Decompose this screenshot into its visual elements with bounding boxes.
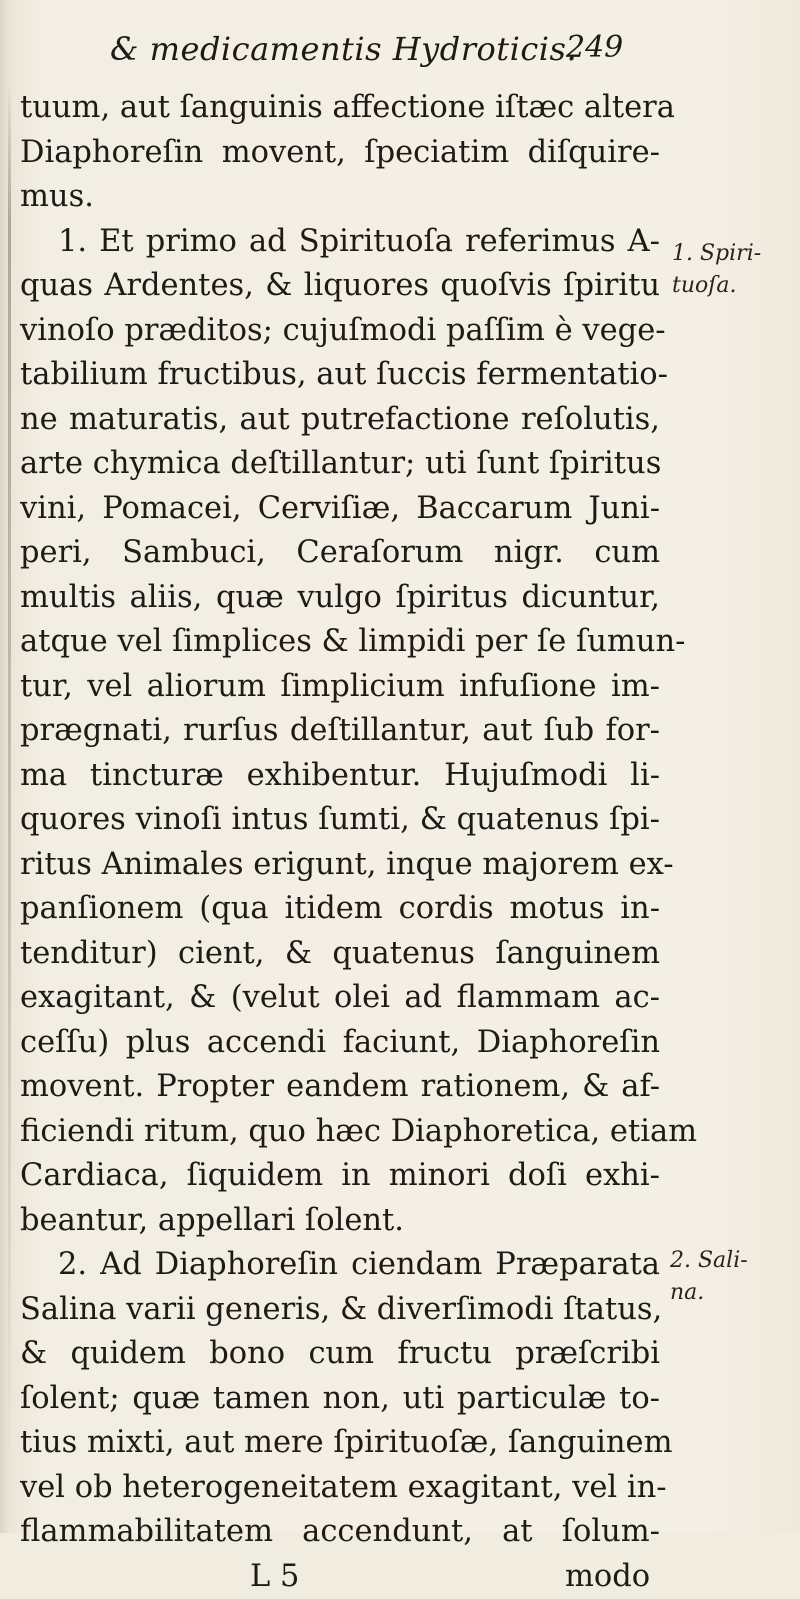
text-line: Cardiaca, ſiquidem in minori doſi exhi-: [20, 1154, 660, 1199]
text-line: ceſſu) plus accendi faciunt, Diaphoreſin: [20, 1021, 660, 1066]
text-line: & quidem bono cum fructu præſcribi: [20, 1332, 660, 1377]
body-text: [20, 86, 660, 1599]
catchword-line: [20, 1555, 660, 1599]
catchword: modo: [565, 1555, 650, 1599]
running-title: & medicamentis Hydroticis.: [110, 30, 577, 68]
text-line: quas Ardentes, & liquores quoſvis ſpiritu: [20, 264, 660, 309]
text-line: vinoſo præditos; cujuſmodi paſſim è vege-: [20, 309, 660, 354]
marginal-note-2-line-2: na.: [670, 1277, 748, 1309]
text-line: prægnati, rurſus deſtillantur, aut ſub for-: [20, 709, 660, 754]
text-line: ſolent; quæ tamen non, uti particulæ to-: [20, 1377, 660, 1422]
marginal-note-2: [670, 1245, 748, 1309]
text-line: peri, Sambuci, Ceraſorum nigr. cum: [20, 531, 660, 576]
text-line: Salina varii generis, & diverſimodi ſtatus,: [20, 1288, 660, 1333]
text-line: tur, vel aliorum ſimplicium infuſione im-: [20, 665, 660, 710]
marginal-note-2-line-1: 2. Sali-: [670, 1245, 748, 1277]
text-line: mus.: [20, 175, 660, 220]
text-line: tius mixti, aut mere ſpirituoſæ, ſanguinem: [20, 1421, 660, 1466]
text-line: vini, Pomacei, Cerviſiæ, Baccarum Juni-: [20, 487, 660, 532]
text-line: movent. Propter eandem rationem, & af-: [20, 1065, 660, 1110]
text-line: multis aliis, quæ vulgo ſpiritus dicuntur,: [20, 576, 660, 621]
text-line: arte chymica deſtillantur; uti ſunt ſpiritus: [20, 442, 660, 487]
marginal-note-1-line-1: 1. Spiri-: [672, 238, 761, 270]
text-line: atque vel ſimplices & limpidi per ſe ſumun-: [20, 620, 660, 665]
text-line: ritus Animales erigunt, inque majorem ex-: [20, 843, 660, 888]
text-line: vel ob heterogeneitatem exagitant, vel in-: [20, 1466, 660, 1511]
text-line: ma tincturæ exhibentur. Hujuſmodi li-: [20, 754, 660, 799]
text-line: panſionem (qua itidem cordis motus in-: [20, 887, 660, 932]
marginal-note-1-line-2: tuoſa.: [672, 270, 761, 302]
text-line: ne maturatis, aut putrefactione reſolutis,: [20, 398, 660, 443]
text-line: Diaphoreſin movent, ſpeciatim diſquire-: [20, 131, 660, 176]
text-line: beantur, appellari ſolent.: [20, 1199, 660, 1244]
text-line: 2. Ad Diaphoreſin ciendam Præparata: [20, 1243, 660, 1288]
text-line: quores vinoſi intus ſumti, & quatenus ſpi-: [20, 798, 660, 843]
text-line: 1. Et primo ad Spirituoſa referimus A-: [20, 220, 660, 265]
text-line: ficiendi ritum, quo hæc Diaphoretica, etiam: [20, 1110, 660, 1155]
binding-shadow: [8, 80, 11, 1480]
text-line: tuum, aut ſanguinis affectione iſtæc altera: [20, 86, 660, 131]
page-number: 249: [566, 30, 623, 65]
text-line: tenditur) cient, & quatenus ſanguinem: [20, 932, 660, 977]
text-line: exagitant, & (velut olei ad flammam ac-: [20, 976, 660, 1021]
text-line: flammabilitatem accendunt, at ſolum-: [20, 1510, 660, 1555]
signature-mark: L 5: [250, 1555, 299, 1599]
running-header: [0, 28, 800, 76]
marginal-note-1: [672, 238, 761, 302]
text-line: tabilium fructibus, aut ſuccis fermentatio-: [20, 353, 660, 398]
